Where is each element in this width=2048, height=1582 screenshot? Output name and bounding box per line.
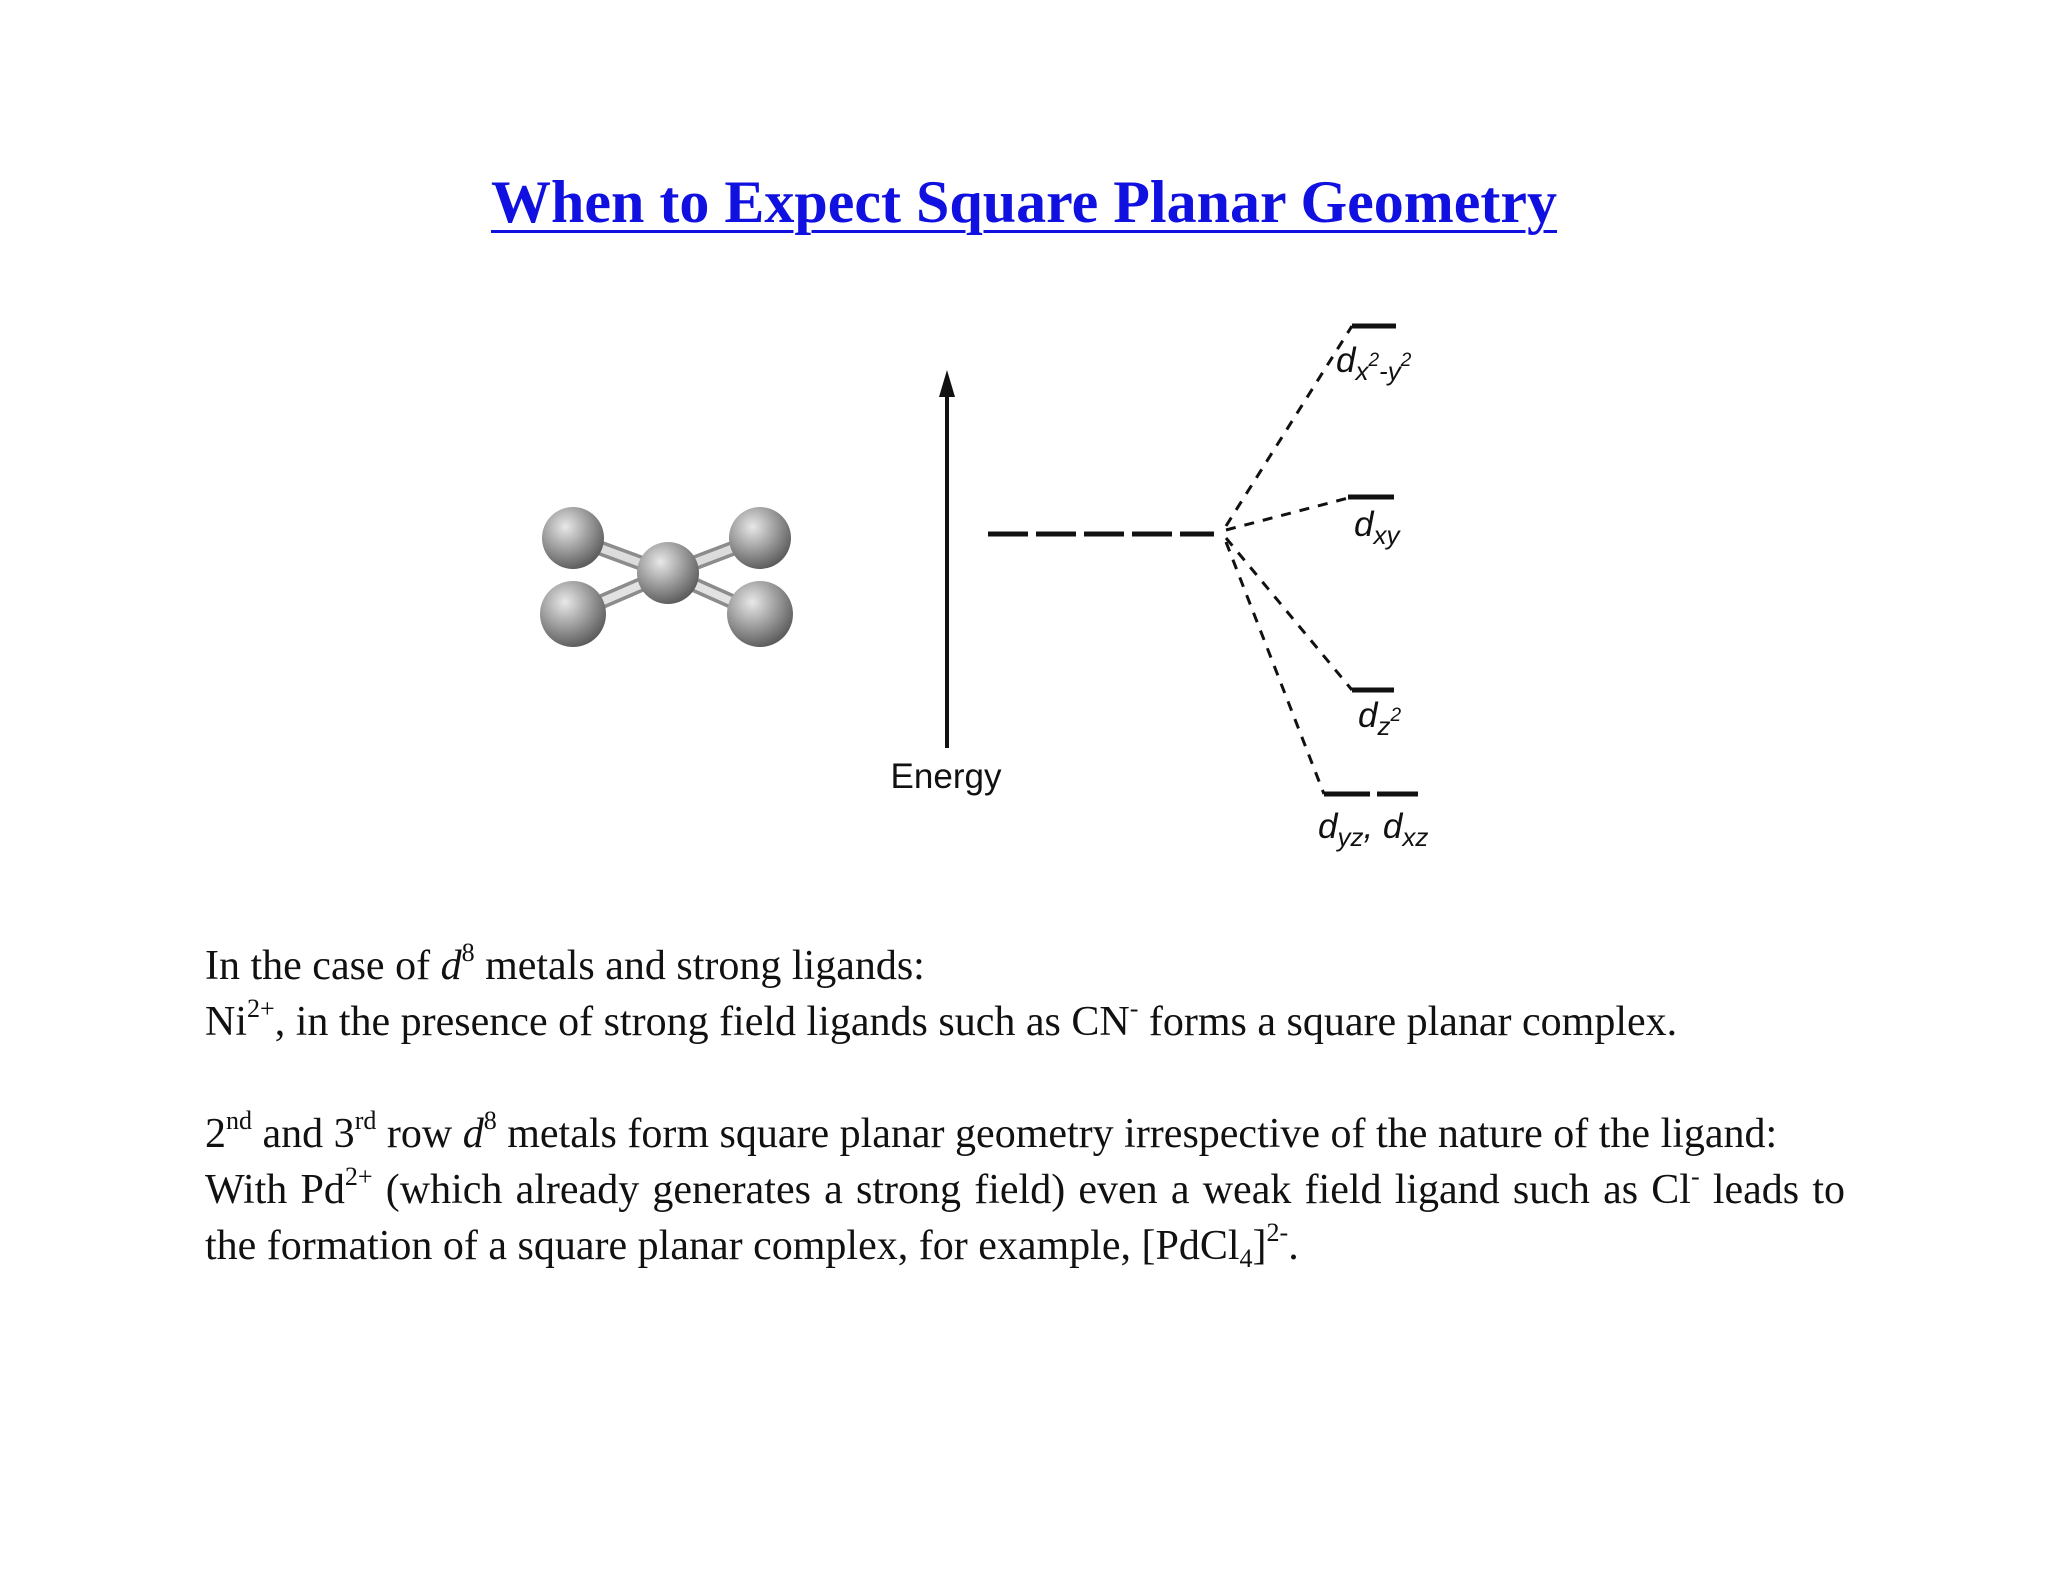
orbital-label-dyz-dxz: $d_{yz}$, $d_{xz}$: [1318, 807, 1429, 852]
paragraph-line: In the case of $d^8$ metals and strong ligands:: [205, 937, 925, 989]
energy-label: Energy: [890, 757, 1002, 796]
paragraph-second-third-row: 2nd and 3rd row $d^8$ metals form square planar geometry irrespective of the nature of the ligand:: [205, 1105, 1778, 1157]
ligand-atom: [542, 507, 604, 569]
page-title: When to Expect Square Planar Geometry: [490, 169, 1558, 235]
paragraph-heavier-metals: [205, 1106, 1845, 1274]
paragraph-line: $Ni^{2+}$, in the presence of strong field ligands such as CN- forms a square planar complex.: [205, 993, 1678, 1045]
orbital-label-dx2-y2: $d_x^2_{-y}^2$: [1336, 341, 1412, 386]
orbital-label-dz2: $d_z^2$: [1358, 696, 1402, 741]
paragraph-strong-ligands: [205, 938, 1855, 1050]
ligand-atom: [729, 507, 791, 569]
energy-axis: [939, 370, 955, 748]
square-planar-molecule-model: [540, 507, 793, 647]
energy-arrowhead: [939, 370, 955, 397]
metal-atom: [637, 542, 699, 604]
ligand-atom: [727, 581, 793, 647]
correlation-lines: [1226, 326, 1352, 794]
paragraph-pd-example: With $Pd^{2+}$ (which already generates a strong field) even a weak field ligand such as Cl- leads to the formation of a square planar complex, for example, [PdCl$_4$]$^{2-}$.: [205, 1161, 1846, 1273]
ligand-atom: [540, 581, 606, 647]
orbital-label-dxy: $d_{xy}$: [1354, 505, 1400, 550]
